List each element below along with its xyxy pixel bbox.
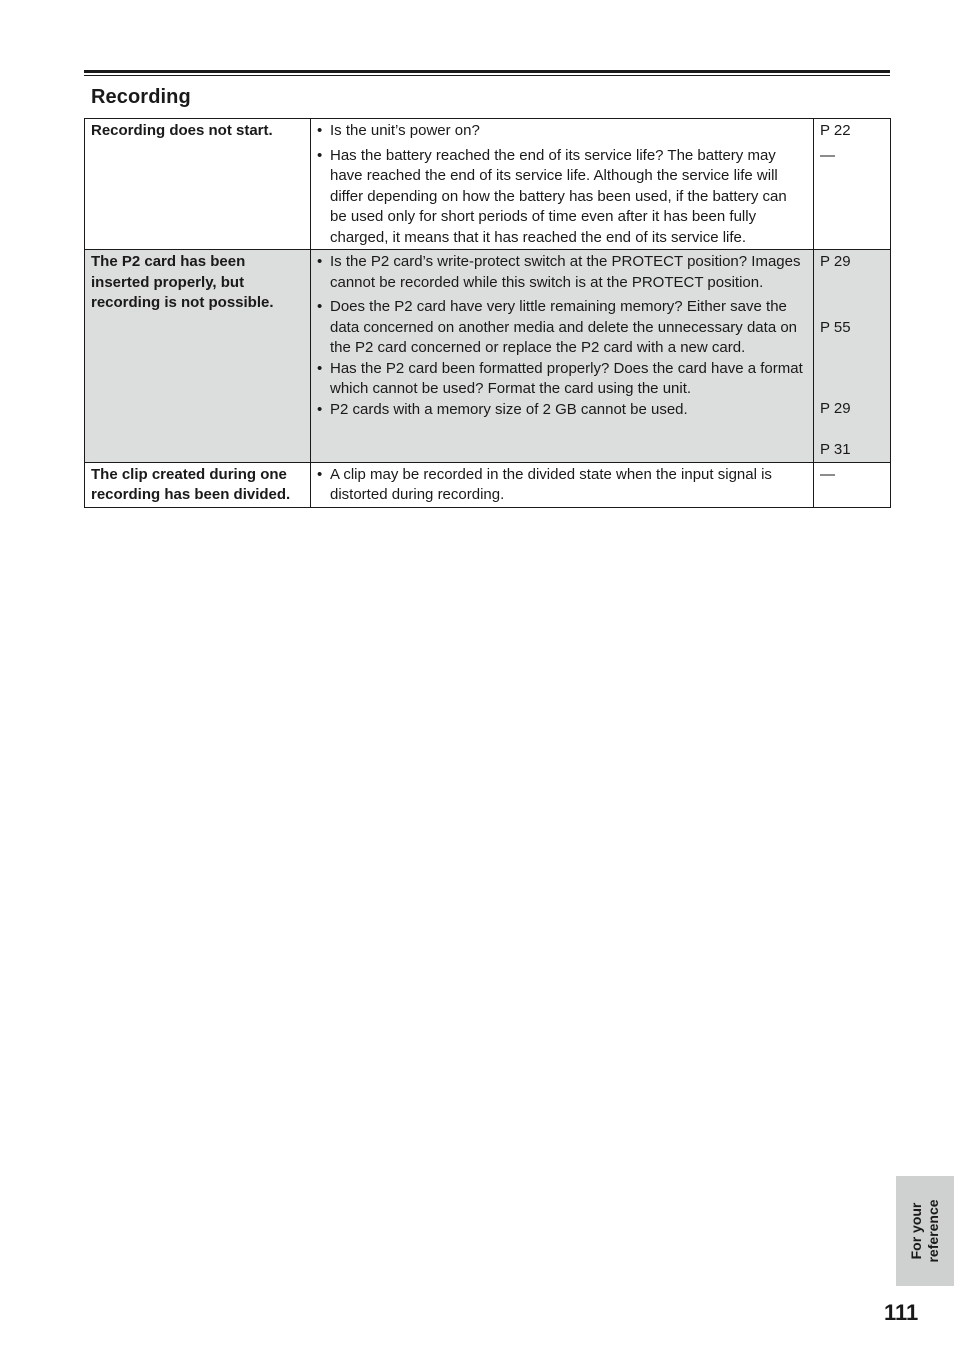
bullet: • <box>317 298 323 315</box>
side-tab <box>896 1176 954 1286</box>
cause-text: Is the unit’s power on? <box>330 122 480 139</box>
bullet: • <box>317 400 323 418</box>
bullet: • <box>317 465 323 483</box>
header-rule-thick <box>84 70 890 73</box>
page-reference: P 22 <box>820 122 851 139</box>
bullet: • <box>317 359 323 377</box>
bullet: • <box>317 253 323 270</box>
cause-item <box>317 146 807 249</box>
cause-text: Is the P2 card’s write-protect switch at the PROTECT position? Images cannot be recorded while this switch is at the PROTECT position. <box>330 253 801 291</box>
page-reference: P 29 <box>820 253 851 270</box>
cause-text: A clip may be recorded in the divided state when the input signal is distorted during recording. <box>330 465 772 503</box>
header-rule-thin <box>84 75 890 76</box>
cause-cell <box>311 250 814 463</box>
cause-text: Has the P2 card been formatted properly? Does the card have a format which cannot be used? Format the card using the unit. <box>330 359 803 397</box>
reference-cell <box>814 119 891 250</box>
cause-item <box>317 465 807 506</box>
bullet: • <box>317 146 323 164</box>
side-tab-label <box>908 1199 942 1262</box>
cause-text: Has the battery reached the end of its service life? The battery may have reached the end of its service life. Although the service life will differ depending on how the battery has been used, if the battery can be used only for short periods of time even after it has been fully charged, it means that it has reached the end of its service life. <box>330 146 787 246</box>
bullet: • <box>317 122 323 139</box>
cause-item <box>317 252 807 293</box>
cause-cell <box>311 119 814 250</box>
page-reference: P 55 <box>820 318 851 336</box>
reference-cell <box>814 250 891 463</box>
reference-cell <box>814 462 891 507</box>
cause-text: P2 cards with a memory size of 2 GB cannot be used. <box>330 400 688 418</box>
page-reference: P 29 <box>820 400 851 417</box>
cause-item <box>317 297 807 359</box>
table-row <box>85 462 891 507</box>
cause-item <box>317 359 807 400</box>
problem-cell: Recording does not start. <box>85 119 311 250</box>
table-row <box>85 119 891 250</box>
cause-item <box>317 121 807 142</box>
page-reference: — <box>820 146 835 164</box>
page-number: 111 <box>884 1300 919 1325</box>
side-tab-line: reference <box>925 1199 941 1263</box>
cause-cell <box>311 462 814 507</box>
cause-item <box>317 400 807 421</box>
side-tab-line: For your <box>908 1202 924 1260</box>
page-reference: P 31 <box>820 441 851 458</box>
table-row <box>85 250 891 463</box>
troubleshooting-table <box>84 118 891 508</box>
problem-cell: The P2 card has been inserted properly, but recording is not possible. <box>85 250 311 463</box>
page-reference: — <box>820 465 835 483</box>
problem-cell: The clip created during one recording has been divided. <box>85 462 311 507</box>
section-title: Recording <box>91 86 191 108</box>
cause-text: Does the P2 card have very little remaining memory? Either save the data concerned on another media and delete the unnecessary data on the P2 card concerned or replace the P2 card with a new card. <box>330 298 798 356</box>
